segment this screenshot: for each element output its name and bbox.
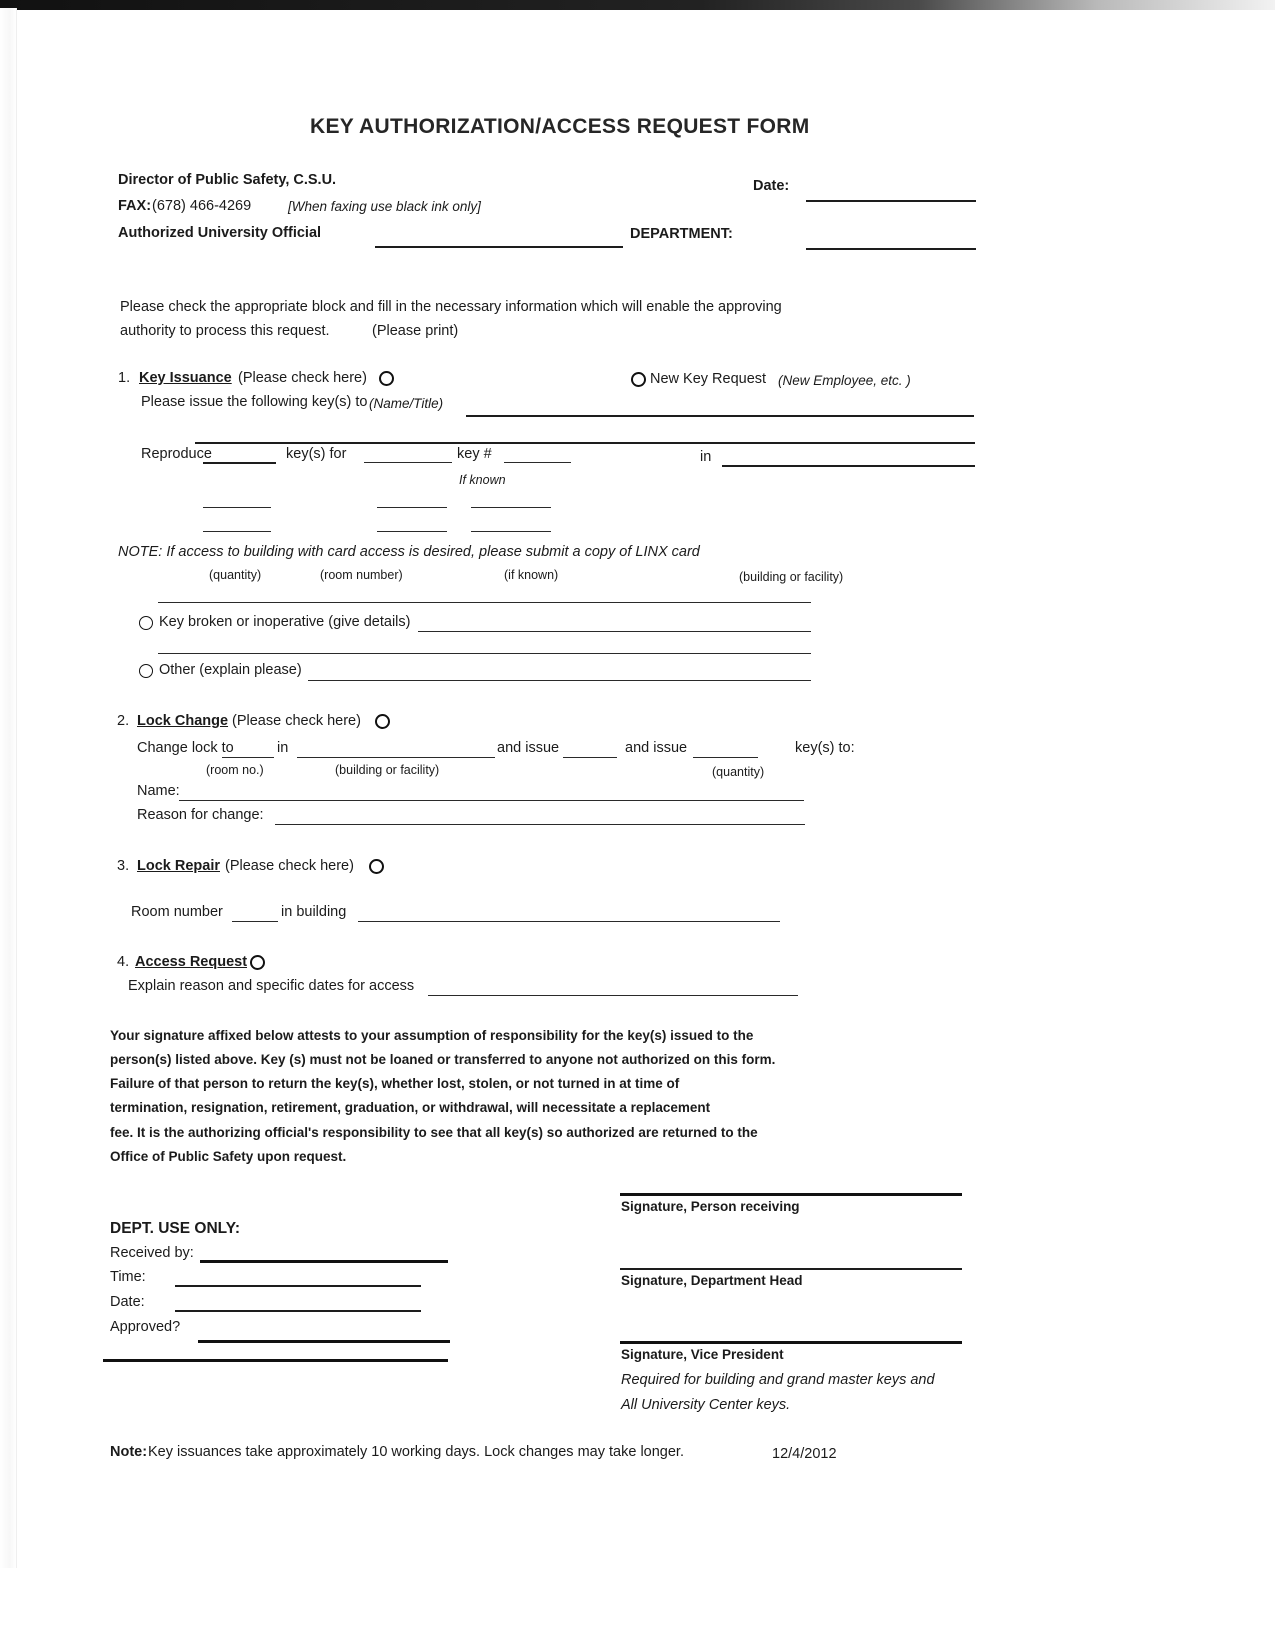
attestation-line-6: Office of Public Safety upon request. [110, 1149, 347, 1164]
if-known-hint: If known [459, 473, 506, 487]
caption-quantity: (quantity) [209, 568, 262, 582]
signature-vp-line[interactable] [620, 1341, 962, 1344]
and-issue-label-2: and issue [625, 740, 688, 756]
keynum-line-3[interactable] [471, 531, 551, 532]
section3-check-here: (Please check here) [225, 858, 354, 874]
form-page [0, 10, 1275, 1650]
official-input-line[interactable] [375, 246, 623, 248]
room-number-line[interactable] [232, 921, 278, 922]
signature-person-label: Signature, Person receiving [621, 1199, 800, 1214]
caption-quantity-2: (quantity) [712, 765, 765, 779]
room-number-label: Room number [131, 904, 223, 920]
change-lock-building-line[interactable] [297, 757, 495, 758]
caption-building: (building or facility) [739, 570, 844, 584]
attestation-line-5: fee. It is the authorizing official's responsibility to see that all key(s) so authorized are returned to the [110, 1125, 758, 1140]
key-number-line[interactable] [504, 462, 571, 463]
new-key-request-note: (New Employee, etc. ) [778, 373, 911, 388]
reason-label: Reason for change: [137, 807, 264, 823]
broken-details-line-2[interactable] [158, 653, 811, 654]
checkbox-other[interactable] [139, 664, 153, 678]
signature-person-line[interactable] [620, 1193, 962, 1196]
received-by-line[interactable] [200, 1260, 448, 1263]
change-lock-room-line[interactable] [222, 757, 274, 758]
section3-heading: Lock Repair [137, 858, 220, 874]
keys-for-label: key(s) for [286, 446, 347, 462]
name-label: Name: [137, 783, 180, 799]
attestation-line-2: person(s) listed above. Key (s) must not be loaned or transferred to anyone not authorized on this form. [110, 1052, 776, 1067]
in-building-label: in building [281, 904, 347, 920]
reason-input-line[interactable] [275, 824, 805, 825]
keys-for-room-line[interactable] [364, 462, 452, 463]
director-label: Director of Public Safety, C.S.U. [118, 172, 337, 188]
explain-access-label: Explain reason and specific dates for access [128, 978, 415, 994]
vp-note-line-2: All University Center keys. [621, 1397, 791, 1413]
received-by-label: Received by: [110, 1245, 194, 1261]
and-issue-label-1: and issue [497, 740, 560, 756]
key-number-label: key # [457, 446, 492, 462]
room-line-3[interactable] [377, 531, 447, 532]
scan-edge-top [0, 0, 1275, 10]
change-lock-to-label: Change lock to [137, 740, 234, 756]
caption-building-facility: (building or facility) [335, 763, 440, 777]
reproduce-label: Reproduce [141, 446, 212, 462]
checkbox-key-issuance[interactable] [379, 371, 394, 386]
department-input-line[interactable] [806, 248, 976, 250]
approved-label: Approved? [110, 1319, 181, 1335]
footer-note-label: Note: [110, 1444, 148, 1460]
attestation-line-1: Your signature affixed below attests to your assumption of responsibility for the key(s) issued to the [110, 1028, 754, 1043]
footer-date: 12/4/2012 [772, 1446, 837, 1462]
room-line-2[interactable] [377, 507, 447, 508]
department-label: DEPARTMENT: [630, 226, 733, 242]
fax-label: FAX: [118, 198, 152, 214]
vp-note-line-1: Required for building and grand master keys and [621, 1372, 935, 1388]
section2-heading: Lock Change [137, 713, 229, 729]
attestation-line-4: termination, resignation, retirement, graduation, or withdrawal, will necessitate a replacement [110, 1100, 711, 1115]
section2-check-here: (Please check here) [232, 713, 361, 729]
reproduce-qty-line-3[interactable] [203, 531, 271, 532]
broken-option-label: Key broken or inoperative (give details) [159, 614, 411, 630]
caption-room-no: (room no.) [206, 763, 264, 777]
time-line[interactable] [175, 1285, 421, 1287]
new-key-request-label: New Key Request [650, 371, 767, 387]
instructions-line2: authority to process this request. [120, 323, 330, 339]
checkbox-key-broken[interactable] [139, 616, 153, 630]
page-title: KEY AUTHORIZATION/ACCESS REQUEST FORM [310, 115, 810, 138]
in-building-line[interactable] [358, 921, 780, 922]
date-label: Date: [753, 178, 790, 194]
checkbox-new-key-request[interactable] [631, 372, 646, 387]
dept-use-bottom-line[interactable] [103, 1359, 448, 1362]
fax-note: [When faxing use black ink only] [288, 199, 481, 214]
issue-to-hint: (Name/Title) [369, 396, 444, 411]
linx-note: NOTE: If access to building with card access is desired, please submit a copy of LINX card [118, 544, 700, 560]
print-note: (Please print) [372, 323, 459, 339]
building-line[interactable] [722, 465, 975, 467]
other-details-line[interactable] [308, 680, 811, 681]
attestation-line-3: Failure of that person to return the key(s), whether lost, stolen, or not turned in at time of [110, 1076, 680, 1091]
explain-access-line[interactable] [428, 995, 798, 996]
broken-details-line[interactable] [418, 631, 811, 632]
section3-number: 3. [117, 858, 130, 874]
issue-to-input-line[interactable] [466, 415, 974, 417]
section2-in-label: in [277, 740, 289, 756]
section1-check-here: (Please check here) [238, 370, 367, 386]
other-option-label: Other (explain please) [159, 662, 302, 678]
time-label: Time: [110, 1269, 146, 1285]
keys-to-label: key(s) to: [795, 740, 855, 756]
reproduce-qty-line-2[interactable] [203, 507, 271, 508]
instructions-line1: Please check the appropriate block and fill in the necessary information which will enable the approving [120, 299, 782, 315]
signature-dept-head-label: Signature, Department Head [621, 1273, 803, 1288]
date-label-dept: Date: [110, 1294, 145, 1310]
authorized-official-label: Authorized University Official [118, 225, 322, 241]
dept-use-heading: DEPT. USE ONLY: [110, 1220, 241, 1237]
signature-vp-label: Signature, Vice President [621, 1347, 784, 1362]
section2-number: 2. [117, 713, 130, 729]
caption-room-number: (room number) [320, 568, 403, 582]
name-input-line[interactable] [179, 800, 804, 801]
date-line-dept[interactable] [175, 1310, 421, 1312]
footer-note-text: Key issuances take approximately 10 working days. Lock changes may take longer. [148, 1444, 684, 1460]
section1-heading: Key Issuance [139, 370, 232, 386]
checkbox-access-request[interactable] [250, 955, 265, 970]
issue-to-input-line-2[interactable] [195, 442, 975, 444]
section1-number: 1. [118, 370, 131, 386]
checkbox-lock-change[interactable] [375, 714, 390, 729]
checkbox-lock-repair[interactable] [369, 859, 384, 874]
keynum-line-2[interactable] [471, 507, 551, 508]
signature-dept-head-line[interactable] [620, 1268, 962, 1270]
in-label: in [700, 449, 712, 465]
issue-to-label: Please issue the following key(s) to [141, 394, 368, 410]
broken-details-line-top[interactable] [158, 602, 811, 603]
fax-number: (678) 466-4269 [152, 198, 252, 214]
and-issue-line-1[interactable] [563, 757, 617, 758]
approved-line[interactable] [198, 1340, 450, 1343]
and-issue-line-2[interactable] [693, 757, 758, 758]
reproduce-qty-line[interactable] [203, 462, 276, 464]
section4-heading: Access Request [135, 954, 248, 970]
caption-if-known: (if known) [504, 568, 559, 582]
section4-number: 4. [117, 954, 130, 970]
date-input-line[interactable] [806, 200, 976, 202]
